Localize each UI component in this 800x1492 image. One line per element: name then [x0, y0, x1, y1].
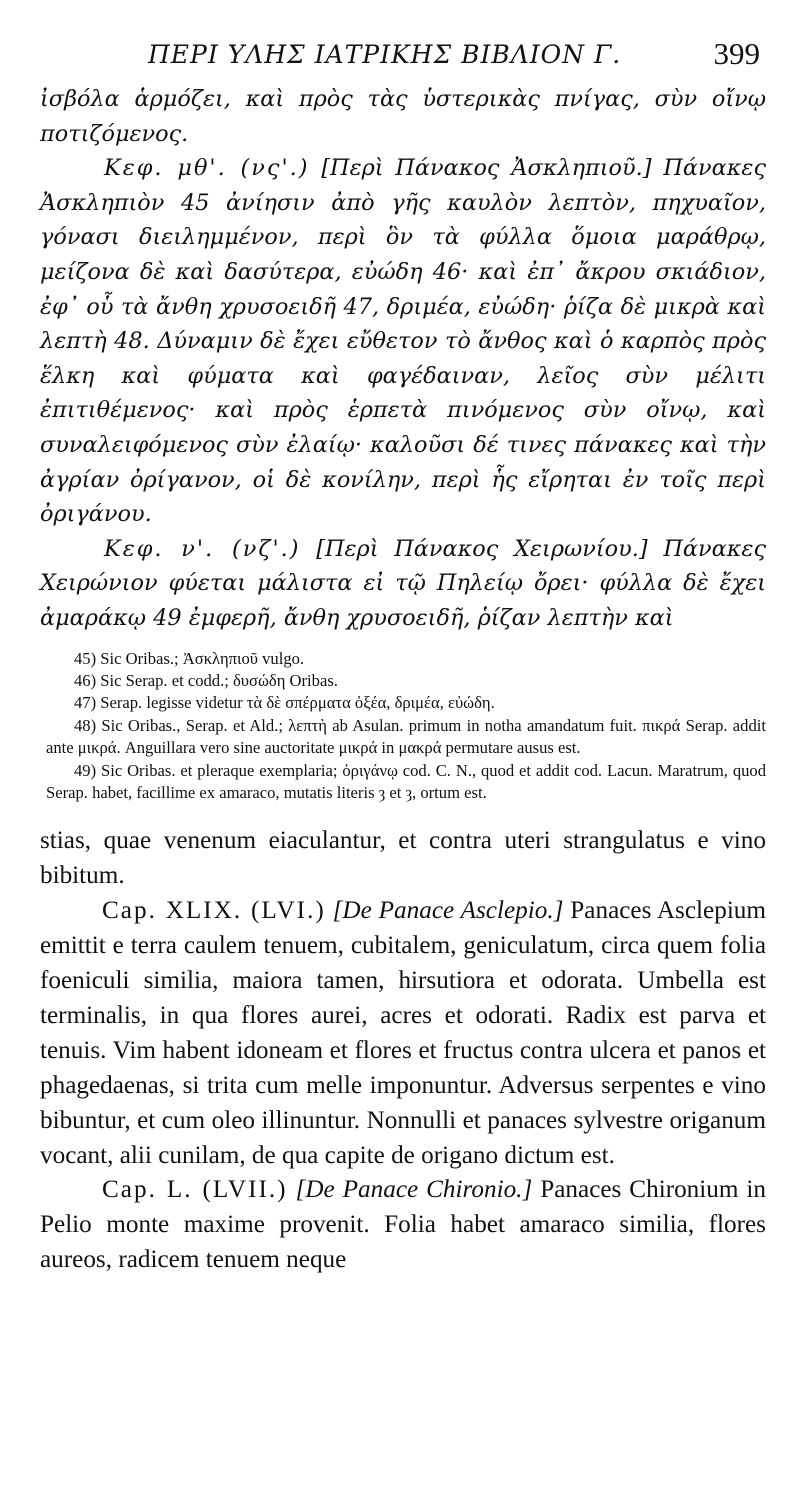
greek-chapter-title: [Περὶ Πάνακος Χειρωνίου.] [316, 535, 648, 562]
greek-paragraph-continuation: ἰσβόλα ἁρμόζει, καὶ πρὸς τὰς ὑστερικὰς πνίγας, σὺν οἴνῳ ποτιζόμενος. [40, 86, 766, 147]
footnote-46: 46) Sic Serap. et codd.; δυσώδη Oribas. [74, 670, 338, 690]
latin-chapter-title: [De Panace Asclepio.] [332, 897, 564, 925]
latin-chapter-title: [De Panace Chironio.] [295, 1176, 533, 1204]
footnote-47: 47) Serap. legisse videtur τὰ δὲ σπέρματα ὀξέα, δριμέα, εὐώδη. [74, 693, 495, 713]
running-head [40, 30, 766, 82]
greek-chapter-heading: Κεφ. μθ'. (νς'.) [104, 155, 310, 182]
greek-chapter-body: Πάνακες Ἀσκληπιὸν 45 ἀνίησιν ἀπὸ γῆς καυλὸν λεπτὸν, πηχυαῖον, γόνασι διειλημμένον, περὶ ὃν τὰ φύλλα ὅμοια μαράθρῳ, μείζονα δὲ καὶ δασύτερα, εὐώδη 46· καὶ ἐπ᾽ ἄκρου σκιάδιον, ἐφ᾽ οὗ τὰ ἄνθη χρυσοειδῆ 47, δριμέα, εὐώδη· ῥίζα δὲ μικρὰ καὶ λεπτὴ 48. Δύναμιν δὲ ἔχει εὔθετον τὸ ἄνθος καὶ ὁ καρπὸς πρὸς ἕλκη καὶ φύματα καὶ φαγέδαιναν, λεῖος σὺν μέλιτι ἐπιτιθέμενος· καὶ πρὸς ἑρπετὰ πινόμενος σὺν οἴνῳ, καὶ συναλειφόμενος σὺν ἐλαίῳ· καλοῦσι δέ τινες πάνακες καὶ τὴν ἀγρίαν ὀρίγανον, οἱ δὲ κονίλην, περὶ ἧς εἴρηται ἐν τοῖς περὶ ὀριγάνου. [40, 155, 766, 528]
latin-chapter-50 [40, 1173, 766, 1278]
footnote-48: 48) Sic Oribas., Serap. et Ald.; λεπτὴ ab Asulan. primum in notha amandatum fuit. πικρά Serap. addit ante μικρά. Anguillara vero sine auctoritate μικρά in μακρά permutare ausus est. [46, 715, 766, 758]
latin-chapter-body: Panaces Chironium in Pelio monte maxime provenit. Folia habet amaraco similia, flores aureos, radicem tenuem neque [40, 1176, 766, 1274]
greek-chapter-49 [40, 151, 766, 532]
latin-text [40, 824, 766, 1278]
greek-chapter-heading: Κεφ. ν'. (νζ'.) [104, 535, 301, 562]
greek-chapter-50 [40, 532, 766, 636]
latin-chapter-heading: Cap. XLIX. (LVI.) [102, 897, 326, 925]
greek-chapter-body: Πάνακες Χειρώνιον φύεται μάλιστα εἰ τῷ Πηλείῳ ὄρει· φύλλα δὲ ἔχει ἀμαράκῳ 49 ἐμφερῆ, ἄνθη χρυσοειδῆ, ῥίζαν λεπτὴν καὶ [40, 535, 766, 631]
greek-text [40, 82, 766, 636]
page-number: 399 [713, 36, 760, 71]
latin-chapter-49 [40, 894, 766, 1173]
latin-paragraph-continuation: stias, quae venenum eiaculantur, et contra uteri strangulatus e vino bibitum. [40, 827, 766, 890]
footnote-45: 45) Sic Oribas.; Ἀσκληπιοῦ vulgo. [74, 648, 305, 668]
latin-chapter-body: Panaces Asclepium emittit e terra caulem tenuem, cubitalem, geniculatum, circa quem folia foeniculi similia, maiora tamen, hirsutiora et odorata. Umbella est terminalis, in qua flores aurei, acres et odorati. Radix est parva et tenuis. Vim habent idoneam et flores et fructus contra ulcera et panos et phagedaenas, si trita cum melle imponuntur. Adversus serpentes e vino bibuntur, et cum oleo illinuntur. Nonnulli et panaces sylvestre origanum vocant, alii cunilam, de qua capite de origano dictum est. [40, 897, 766, 1169]
running-title: ΠΕΡΙ ΥΛΗΣ ΙΑΤΡΙΚΗΣ ΒΙΒΛΙΟΝ Γ. [148, 40, 622, 69]
latin-chapter-heading: Cap. L. (LVII.) [102, 1176, 288, 1204]
footnotes [40, 648, 766, 805]
footnote-49: 49) Sic Oribas. et pleraque exemplaria; ὀριγάνῳ cod. C. N., quod et addit cod. Lacun. Maratrum, quod Serap. habet, facillime ex amaraco, mutatis literis ȝ et ȝ, ortum est. [46, 760, 766, 802]
greek-chapter-title: [Περὶ Πάνακος Ἀσκληπιοῦ.] [321, 155, 652, 182]
